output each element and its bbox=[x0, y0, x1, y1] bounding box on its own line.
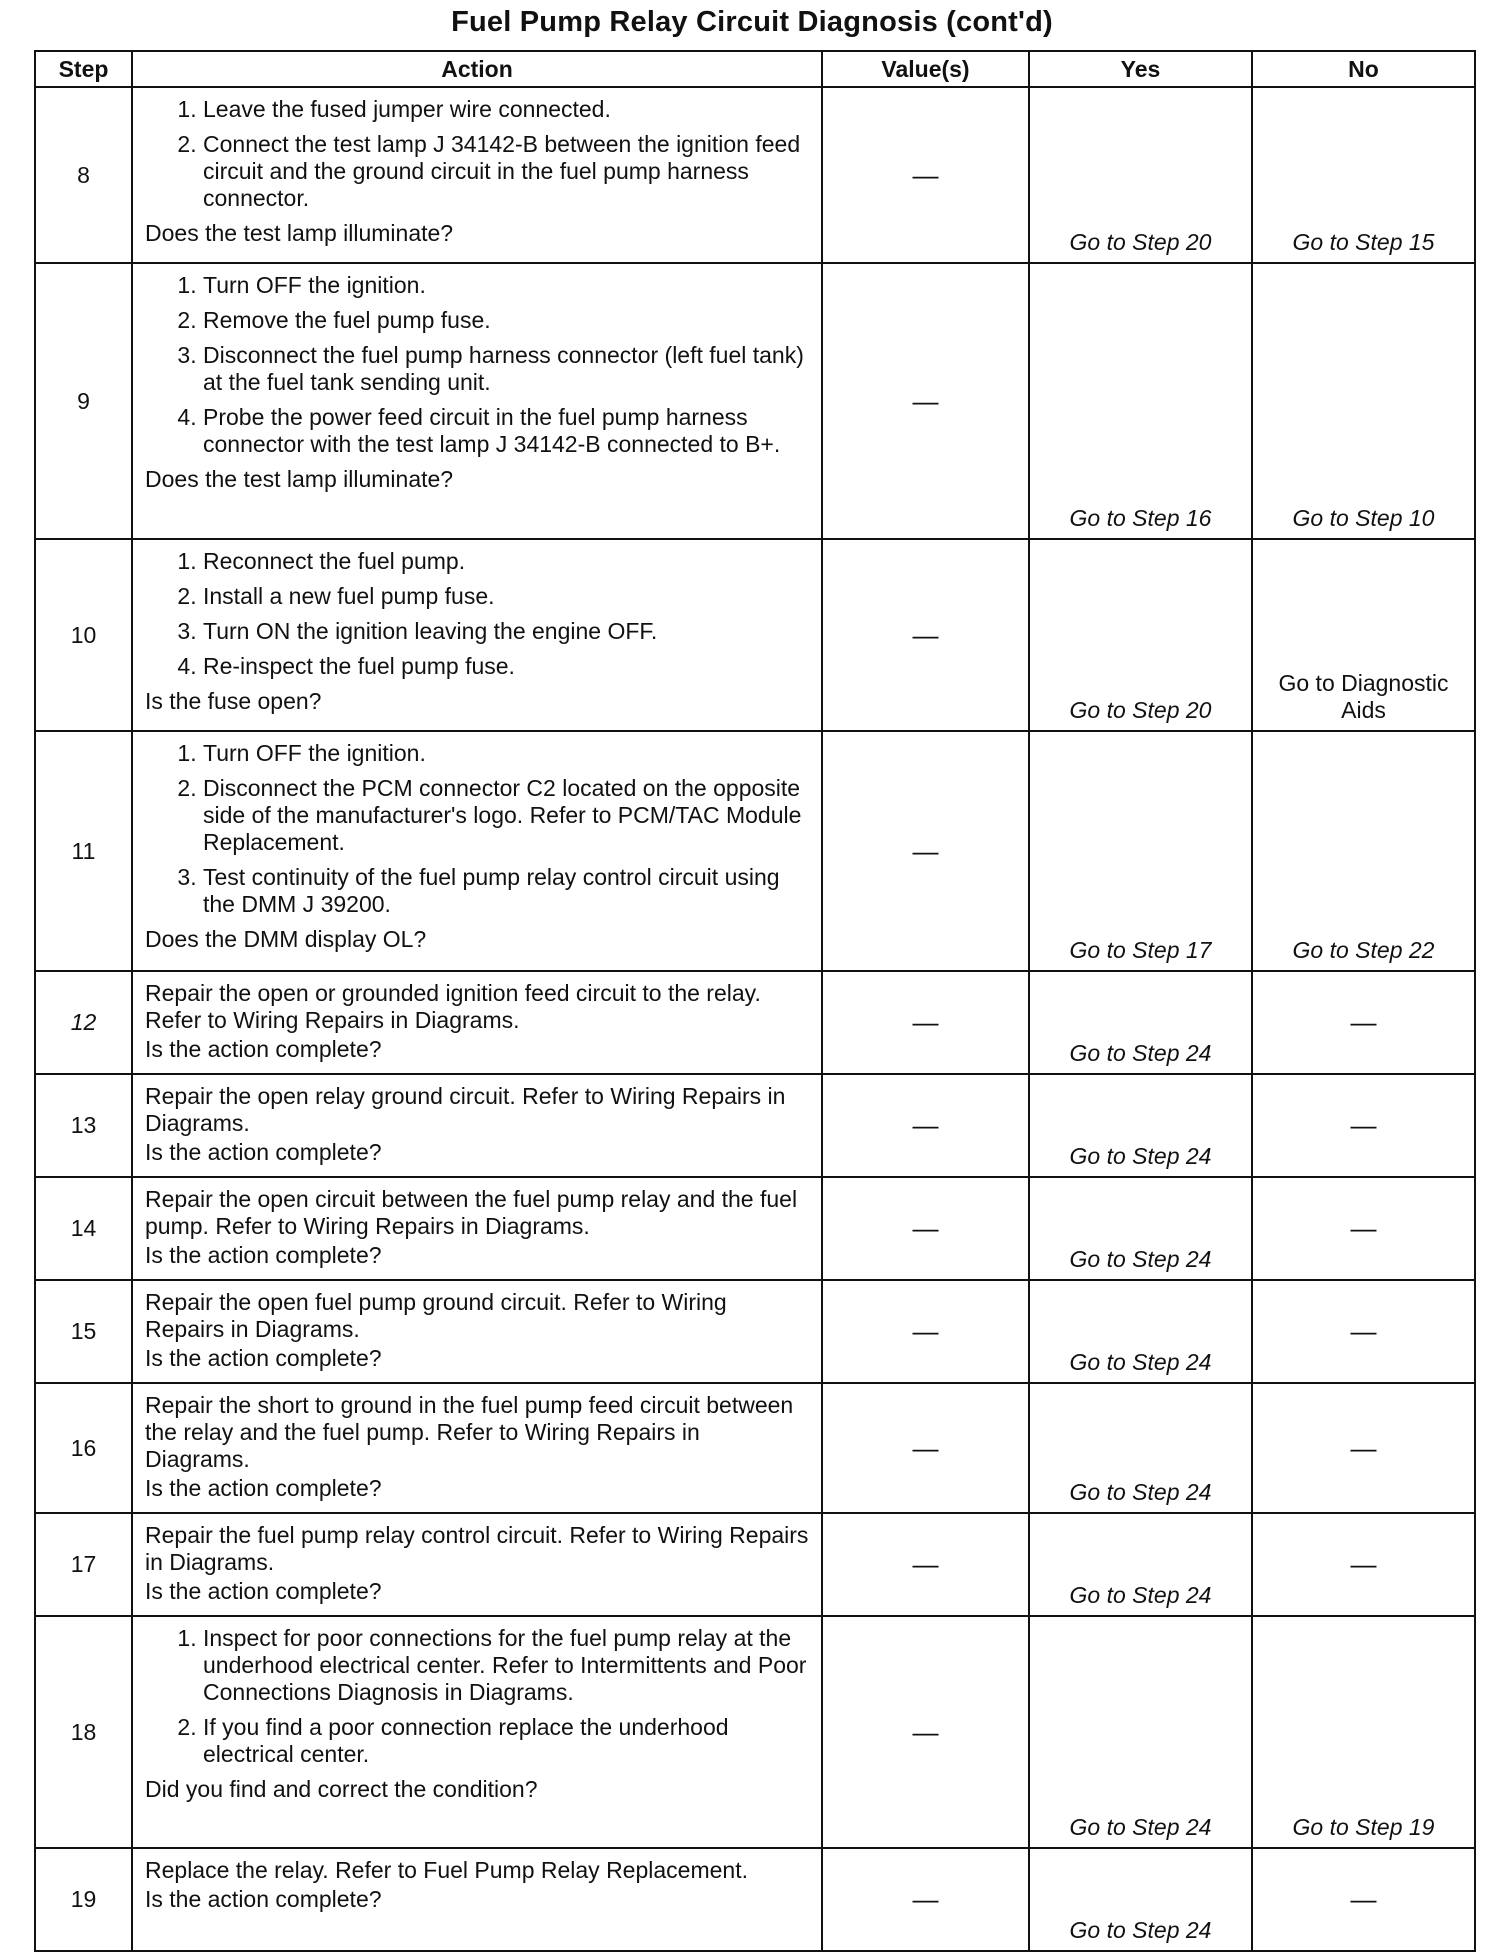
action-steps bbox=[145, 1625, 809, 1768]
action-step: 1. Reconnect the fuel pump. bbox=[203, 548, 809, 575]
table-row bbox=[35, 87, 1475, 263]
action-step: 2. Remove the fuel pump fuse. bbox=[203, 307, 809, 334]
table-row bbox=[35, 1383, 1475, 1513]
yes-cell: Go to Step 24 bbox=[1029, 1177, 1252, 1280]
value-cell: — bbox=[822, 1848, 1029, 1951]
table-row bbox=[35, 971, 1475, 1074]
action-question: Is the action complete? bbox=[145, 1475, 382, 1501]
no-cell: — bbox=[1252, 1848, 1475, 1951]
action-step: 1. Leave the fused jumper wire connected. bbox=[203, 96, 809, 123]
action-cell bbox=[132, 1280, 822, 1383]
action-step: 3. Disconnect the fuel pump harness connector (left fuel tank) at the fuel tank sending unit. bbox=[203, 342, 809, 396]
header-step: Step bbox=[35, 51, 132, 87]
no-cell: Go to Step 10 bbox=[1252, 263, 1475, 539]
action-question: Does the DMM display OL? bbox=[145, 926, 427, 952]
yes-cell: Go to Step 24 bbox=[1029, 1074, 1252, 1177]
table-row bbox=[35, 1616, 1475, 1848]
value-cell: — bbox=[822, 971, 1029, 1074]
value-cell: — bbox=[822, 539, 1029, 731]
no-cell: — bbox=[1252, 1513, 1475, 1616]
step-number: 18 bbox=[35, 1616, 132, 1848]
step-number: 19 bbox=[35, 1848, 132, 1951]
header-values: Value(s) bbox=[822, 51, 1029, 87]
value-cell: — bbox=[822, 87, 1029, 263]
diagnosis-table bbox=[34, 50, 1476, 1952]
no-cell: Go to Step 22 bbox=[1252, 731, 1475, 971]
action-question: Is the action complete? bbox=[145, 1345, 382, 1371]
action-step: 2. Install a new fuel pump fuse. bbox=[203, 583, 809, 610]
action-step: 1. Inspect for poor connections for the fuel pump relay at the underhood electrical center. Refer to Intermittents and Poor Connections Diagnosis in Diagrams. bbox=[203, 1625, 809, 1706]
action-cell bbox=[132, 1616, 822, 1848]
value-cell: — bbox=[822, 1177, 1029, 1280]
action-question: Is the action complete? bbox=[145, 1036, 382, 1062]
yes-cell: Go to Step 20 bbox=[1029, 539, 1252, 731]
action-step: 4. Probe the power feed circuit in the fuel pump harness connector with the test lamp J 34142-B connected to B+. bbox=[203, 404, 809, 458]
action-cell bbox=[132, 1177, 822, 1280]
action-question: Did you find and correct the condition? bbox=[145, 1776, 538, 1802]
value-cell: — bbox=[822, 1383, 1029, 1513]
action-step: 4. Re-inspect the fuel pump fuse. bbox=[203, 653, 809, 680]
yes-cell: Go to Step 16 bbox=[1029, 263, 1252, 539]
step-number: 9 bbox=[35, 263, 132, 539]
no-cell: — bbox=[1252, 1177, 1475, 1280]
step-number: 10 bbox=[35, 539, 132, 731]
step-number: 13 bbox=[35, 1074, 132, 1177]
action-text: Repair the fuel pump relay control circuit. Refer to Wiring Repairs in Diagrams. bbox=[145, 1522, 809, 1575]
action-cell bbox=[132, 731, 822, 971]
action-text: Repair the open fuel pump ground circuit. Refer to Wiring Repairs in Diagrams. bbox=[145, 1289, 727, 1342]
table-row bbox=[35, 1177, 1475, 1280]
action-step: 1. Turn OFF the ignition. bbox=[203, 740, 809, 767]
value-cell: — bbox=[822, 1280, 1029, 1383]
value-cell: — bbox=[822, 1074, 1029, 1177]
yes-cell: Go to Step 24 bbox=[1029, 1616, 1252, 1848]
action-cell bbox=[132, 1383, 822, 1513]
action-text: Replace the relay. Refer to Fuel Pump Relay Replacement. bbox=[145, 1857, 748, 1883]
header-no: No bbox=[1252, 51, 1475, 87]
action-cell bbox=[132, 87, 822, 263]
action-text: Repair the short to ground in the fuel pump feed circuit between the relay and the fuel pump. Refer to Wiring Repairs in Diagrams. bbox=[145, 1392, 794, 1472]
action-question: Is the fuse open? bbox=[145, 688, 322, 714]
action-step: 3. Test continuity of the fuel pump relay control circuit using the DMM J 39200. bbox=[203, 864, 809, 918]
step-number: 14 bbox=[35, 1177, 132, 1280]
table-row bbox=[35, 539, 1475, 731]
action-question: Does the test lamp illuminate? bbox=[145, 220, 454, 246]
action-steps bbox=[145, 96, 809, 212]
table-row bbox=[35, 1848, 1475, 1951]
value-cell: — bbox=[822, 731, 1029, 971]
action-question: Is the action complete? bbox=[145, 1139, 382, 1165]
no-cell: Go to Step 15 bbox=[1252, 87, 1475, 263]
no-cell: — bbox=[1252, 1280, 1475, 1383]
action-cell bbox=[132, 1513, 822, 1616]
table-row bbox=[35, 263, 1475, 539]
action-text: Repair the open or grounded ignition feed circuit to the relay. Refer to Wiring Repairs in Diagrams. bbox=[145, 980, 761, 1033]
no-cell: Go to Step 19 bbox=[1252, 1616, 1475, 1848]
table-row bbox=[35, 731, 1475, 971]
action-cell bbox=[132, 1074, 822, 1177]
action-steps bbox=[145, 548, 809, 680]
yes-cell: Go to Step 17 bbox=[1029, 731, 1252, 971]
yes-cell: Go to Step 24 bbox=[1029, 1513, 1252, 1616]
action-step: 2. Disconnect the PCM connector C2 located on the opposite side of the manufacturer's logo. Refer to PCM/TAC Module Replacement. bbox=[203, 775, 809, 856]
action-step: 1. Turn OFF the ignition. bbox=[203, 272, 809, 299]
step-number: 16 bbox=[35, 1383, 132, 1513]
action-step: 3. Turn ON the ignition leaving the engine OFF. bbox=[203, 618, 809, 645]
no-cell: — bbox=[1252, 971, 1475, 1074]
yes-cell: Go to Step 20 bbox=[1029, 87, 1252, 263]
step-number: 11 bbox=[35, 731, 132, 971]
value-cell: — bbox=[822, 263, 1029, 539]
yes-cell: Go to Step 24 bbox=[1029, 971, 1252, 1074]
table-row bbox=[35, 1513, 1475, 1616]
header-action: Action bbox=[132, 51, 822, 87]
action-cell bbox=[132, 1848, 822, 1951]
no-cell: — bbox=[1252, 1074, 1475, 1177]
no-cell: Go to Diagnostic Aids bbox=[1252, 539, 1475, 731]
step-number: 8 bbox=[35, 87, 132, 263]
table-row bbox=[35, 1280, 1475, 1383]
action-question: Does the test lamp illuminate? bbox=[145, 466, 454, 492]
yes-cell: Go to Step 24 bbox=[1029, 1383, 1252, 1513]
action-step: 2. Connect the test lamp J 34142-B between the ignition feed circuit and the ground circuit in the fuel pump harness connector. bbox=[203, 131, 809, 212]
action-text: Repair the open relay ground circuit. Refer to Wiring Repairs in Diagrams. bbox=[145, 1083, 786, 1136]
step-number: 15 bbox=[35, 1280, 132, 1383]
step-number: 17 bbox=[35, 1513, 132, 1616]
action-cell bbox=[132, 971, 822, 1074]
action-step: 2. If you find a poor connection replace the underhood electrical center. bbox=[203, 1714, 809, 1768]
action-cell bbox=[132, 263, 822, 539]
header-row bbox=[35, 51, 1475, 87]
action-question: Is the action complete? bbox=[145, 1242, 382, 1268]
value-cell: — bbox=[822, 1616, 1029, 1848]
step-number: 12 bbox=[35, 971, 132, 1074]
yes-cell: Go to Step 24 bbox=[1029, 1848, 1252, 1951]
header-yes: Yes bbox=[1029, 51, 1252, 87]
action-steps bbox=[145, 740, 809, 918]
yes-cell: Go to Step 24 bbox=[1029, 1280, 1252, 1383]
action-steps bbox=[145, 272, 809, 458]
page-title: Fuel Pump Relay Circuit Diagnosis (cont'd) bbox=[451, 6, 1053, 38]
value-cell: — bbox=[822, 1513, 1029, 1616]
action-question: Is the action complete? bbox=[145, 1886, 382, 1912]
action-cell bbox=[132, 539, 822, 731]
action-text: Repair the open circuit between the fuel pump relay and the fuel pump. Refer to Wiring Repairs in Diagrams. bbox=[145, 1186, 798, 1239]
table-row bbox=[35, 1074, 1475, 1177]
action-question: Is the action complete? bbox=[145, 1578, 382, 1604]
no-cell: — bbox=[1252, 1383, 1475, 1513]
